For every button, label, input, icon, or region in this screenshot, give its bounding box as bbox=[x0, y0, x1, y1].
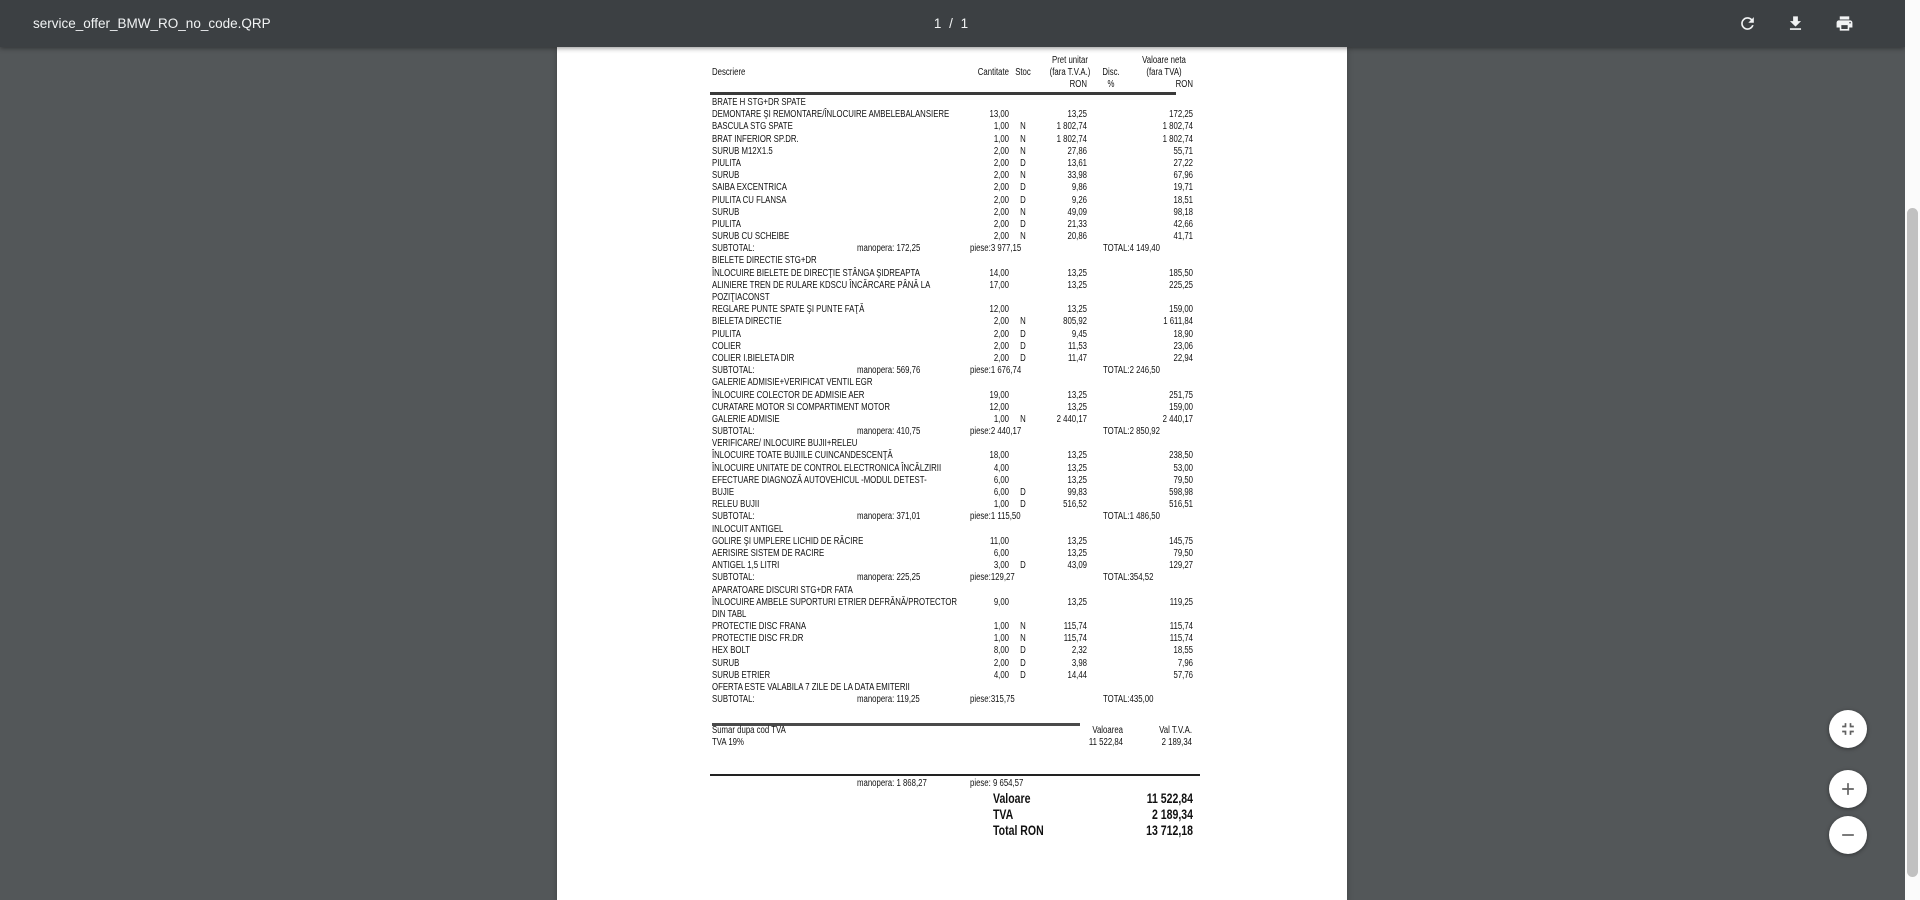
pdf-page bbox=[557, 47, 1347, 900]
table-row bbox=[557, 255, 1347, 267]
cell-unit-price: 13,25 bbox=[1067, 109, 1087, 121]
print-icon bbox=[1835, 14, 1854, 33]
cell-quantity: 18,00 bbox=[989, 450, 1009, 462]
cell-net-value: 55,71 bbox=[1173, 145, 1193, 157]
cell-description: SURUB ETRIER bbox=[712, 669, 771, 681]
cell-description: PROTECTIE DISC FR.DR bbox=[712, 633, 804, 645]
cell-description: CURATARE MOTOR SI COMPARTIMENT MOTOR bbox=[712, 401, 890, 413]
cell-net-value: 7,96 bbox=[1177, 657, 1193, 669]
table-row bbox=[557, 304, 1347, 316]
cell-unit-price: 9,45 bbox=[1071, 328, 1087, 340]
column-header-pret-unitar: Pret unitar bbox=[1051, 55, 1088, 66]
table-row bbox=[557, 548, 1347, 560]
tva-val-tva-value: 2 189,34 bbox=[1161, 737, 1192, 748]
table-row bbox=[557, 390, 1347, 402]
cell-net-value: 172,25 bbox=[1169, 109, 1193, 121]
cell-subtotal-label: SUBTOTAL: bbox=[712, 572, 755, 584]
cell-quantity: 8,00 bbox=[993, 645, 1009, 657]
cell-stock: D bbox=[1020, 194, 1026, 206]
table-row bbox=[557, 353, 1347, 365]
rotate-button[interactable] bbox=[1729, 5, 1766, 42]
cell-quantity: 2,00 bbox=[993, 145, 1009, 157]
cell-quantity: 12,00 bbox=[989, 304, 1009, 316]
cell-quantity: 1,00 bbox=[993, 121, 1009, 133]
total-label: Total RON bbox=[993, 823, 1044, 838]
cell-description: BRAT INFERIOR SP.DR. bbox=[712, 133, 799, 145]
cell-quantity: 2,00 bbox=[993, 657, 1009, 669]
column-header-valoare-ron: RON bbox=[1175, 79, 1193, 90]
cell-stock: D bbox=[1020, 560, 1026, 572]
cell-total: TOTAL:354,52 bbox=[1103, 572, 1154, 584]
table-row bbox=[557, 207, 1347, 219]
cell-piese: piese:1 115,50 bbox=[970, 511, 1021, 523]
cell-stock: N bbox=[1020, 121, 1026, 133]
cell-stock: N bbox=[1020, 145, 1026, 157]
cell-net-value: 516,51 bbox=[1169, 499, 1193, 511]
cell-unit-price: 13,25 bbox=[1067, 304, 1087, 316]
cell-net-value: 238,50 bbox=[1169, 450, 1193, 462]
cell-unit-price: 13,25 bbox=[1067, 474, 1087, 486]
cell-quantity: 19,00 bbox=[989, 389, 1009, 401]
cell-net-value: 41,71 bbox=[1173, 231, 1193, 243]
cell-stock: D bbox=[1020, 352, 1026, 364]
cell-description: BASCULA STG SPATE bbox=[712, 121, 793, 133]
cell-description: ÎNLOCUIRE COLECTOR DE ADMISIE AER bbox=[712, 389, 865, 401]
cell-net-value: 225,25 bbox=[1169, 279, 1193, 291]
cell-description: SURUB bbox=[712, 206, 740, 218]
table-row bbox=[557, 475, 1347, 487]
cell-unit-price: 43,09 bbox=[1067, 560, 1087, 572]
cell-net-value: 42,66 bbox=[1173, 218, 1193, 230]
cell-stock: N bbox=[1020, 133, 1026, 145]
page-indicator[interactable]: 1 / 1 bbox=[933, 16, 971, 31]
cell-subtotal-label: SUBTOTAL: bbox=[712, 426, 755, 438]
cell-unit-price: 13,25 bbox=[1067, 596, 1087, 608]
cell-stock: D bbox=[1020, 645, 1026, 657]
cell-manopera: manopera: 225,25 bbox=[857, 572, 921, 584]
cell-unit-price: 13,25 bbox=[1067, 279, 1087, 291]
cell-description: SURUB CU SCHEIBE bbox=[712, 231, 790, 243]
cell-manopera: manopera: 569,76 bbox=[857, 365, 921, 377]
table-row bbox=[557, 597, 1347, 609]
cell-unit-price: 2,32 bbox=[1071, 645, 1087, 657]
cell-stock: D bbox=[1020, 340, 1026, 352]
table-row bbox=[557, 243, 1347, 255]
cell-net-value: 115,74 bbox=[1169, 621, 1193, 633]
cell-total: TOTAL:2 246,50 bbox=[1103, 365, 1160, 377]
cell-net-value: 159,00 bbox=[1169, 304, 1193, 316]
cell-description: APARATOARE DISCURI STG+DR FATA bbox=[712, 584, 853, 596]
cell-net-value: 115,74 bbox=[1169, 633, 1193, 645]
cell-quantity: 2,00 bbox=[993, 157, 1009, 169]
column-header-cantitate: Cantitate bbox=[977, 67, 1009, 78]
table-row bbox=[557, 121, 1347, 133]
print-button[interactable] bbox=[1826, 5, 1863, 42]
cell-unit-price: 13,25 bbox=[1067, 547, 1087, 559]
table-row bbox=[557, 292, 1347, 304]
download-icon bbox=[1786, 14, 1805, 33]
cell-total: TOTAL:2 850,92 bbox=[1103, 426, 1160, 438]
cell-net-value: 22,94 bbox=[1173, 352, 1193, 364]
grand-totals-rule bbox=[710, 774, 1200, 776]
cell-net-value: 145,75 bbox=[1169, 535, 1193, 547]
cell-unit-price: 9,86 bbox=[1071, 182, 1087, 194]
cell-stock: N bbox=[1020, 231, 1026, 243]
cell-net-value: 79,50 bbox=[1173, 474, 1193, 486]
cell-unit-price: 33,98 bbox=[1067, 170, 1087, 182]
cell-net-value: 79,50 bbox=[1173, 547, 1193, 559]
cell-description: GOLIRE ŞI UMPLERE LICHID DE RĂCIRE bbox=[712, 535, 864, 547]
cell-quantity: 12,00 bbox=[989, 401, 1009, 413]
table-row bbox=[557, 426, 1347, 438]
cell-quantity: 14,00 bbox=[989, 267, 1009, 279]
table-row bbox=[557, 487, 1347, 499]
rotate-icon bbox=[1738, 14, 1757, 33]
zoom-out-button[interactable] bbox=[1829, 816, 1867, 854]
table-row bbox=[557, 658, 1347, 670]
cell-quantity: 6,00 bbox=[993, 474, 1009, 486]
cell-net-value: 53,00 bbox=[1173, 462, 1193, 474]
table-row bbox=[557, 365, 1347, 377]
cell-piese: piese:315,75 bbox=[970, 694, 1015, 706]
table-row bbox=[557, 329, 1347, 341]
plus-icon bbox=[1838, 779, 1858, 799]
cell-description: PIULITA bbox=[712, 328, 741, 340]
cell-quantity: 4,00 bbox=[993, 669, 1009, 681]
document-title: service_offer_BMW_RO_no_code.QRP bbox=[33, 16, 271, 31]
cell-net-value: 18,90 bbox=[1173, 328, 1193, 340]
table-row bbox=[557, 450, 1347, 462]
cell-unit-price: 13,25 bbox=[1067, 267, 1087, 279]
table-row bbox=[557, 231, 1347, 243]
cell-unit-price: 11,53 bbox=[1068, 340, 1087, 352]
cell-quantity: 1,00 bbox=[993, 499, 1009, 511]
cell-net-value: 185,50 bbox=[1169, 267, 1193, 279]
cell-stock: D bbox=[1020, 218, 1026, 230]
cell-description: ÎNLOCUIRE AMBELE SUPORTURI ETRIER DEFRĂNĂ/PROTECTOR bbox=[712, 596, 958, 608]
cell-description: PIULITA CU FLANSA bbox=[712, 194, 787, 206]
total-row-valoare bbox=[557, 791, 1347, 807]
cell-stock: D bbox=[1020, 657, 1026, 669]
cell-stock: N bbox=[1020, 206, 1026, 218]
cell-net-value: 598,98 bbox=[1169, 487, 1193, 498]
total-label: Valoare bbox=[993, 791, 1031, 806]
table-row bbox=[557, 585, 1347, 597]
cell-description: ALINIERE TREN DE RULARE KDSCU ÎNCĂRCARE PÂNĂ LA bbox=[712, 279, 931, 291]
cell-unit-price: 13,25 bbox=[1067, 535, 1087, 547]
cell-unit-price: 3,98 bbox=[1071, 657, 1087, 669]
cell-unit-price: 13,25 bbox=[1067, 462, 1087, 474]
table-row bbox=[557, 609, 1347, 621]
cell-stock: D bbox=[1020, 487, 1026, 498]
cell-net-value: 18,55 bbox=[1173, 645, 1193, 657]
cell-description: POZIŢIACONST bbox=[712, 292, 770, 303]
cell-description: SURUB M12X1.5 bbox=[712, 145, 773, 157]
cell-total: TOTAL:1 486,50 bbox=[1103, 511, 1160, 523]
cell-stock: N bbox=[1020, 413, 1026, 425]
cell-description: SAIBA EXCENTRICA bbox=[712, 182, 787, 194]
tva-valoarea-value: 11 522,84 bbox=[1088, 737, 1123, 748]
cell-unit-price: 2 440,17 bbox=[1056, 413, 1087, 425]
cell-net-value: 18,51 bbox=[1173, 194, 1193, 206]
column-header-valoare-neta: Valoare neta bbox=[1142, 55, 1186, 66]
cell-stock: D bbox=[1020, 157, 1026, 169]
table-rows bbox=[557, 97, 1347, 706]
cell-description: SURUB bbox=[712, 170, 740, 182]
cell-description: PROTECTIE DISC FRANA bbox=[712, 621, 807, 633]
cell-unit-price: 1 802,74 bbox=[1056, 121, 1087, 133]
column-header-valoare-fara-tva: (fara TVA) bbox=[1146, 67, 1182, 78]
cell-unit-price: 14,44 bbox=[1067, 669, 1087, 681]
cell-description: BRATE H STG+DR SPATE bbox=[712, 97, 806, 108]
cell-net-value: 119,25 bbox=[1169, 596, 1193, 608]
cell-description: BIELETE DIRECTIE STG+DR bbox=[712, 255, 817, 267]
total-value: 11 522,84 bbox=[1146, 791, 1193, 806]
pdf-viewer-toolbar bbox=[0, 0, 1905, 47]
table-row bbox=[557, 524, 1347, 536]
cell-stock: D bbox=[1020, 499, 1026, 511]
cell-description: GALERIE ADMISIE bbox=[712, 413, 780, 425]
cell-unit-price: 20,86 bbox=[1067, 231, 1087, 243]
cell-description: BIELETA DIRECTIE bbox=[712, 316, 782, 328]
cell-piese: piese:2 440,17 bbox=[970, 426, 1022, 438]
cell-unit-price: 805,92 bbox=[1063, 316, 1087, 328]
table-row bbox=[557, 645, 1347, 657]
total-row-tva bbox=[557, 807, 1347, 823]
cell-unit-price: 1 802,74 bbox=[1056, 133, 1087, 145]
table-row bbox=[557, 134, 1347, 146]
total-row-total-ron bbox=[557, 823, 1347, 839]
cell-quantity: 2,00 bbox=[993, 194, 1009, 206]
cell-description: OFERTA ESTE VALABILA 7 ZILE DE LA DATA EMITERII bbox=[712, 682, 910, 693]
cell-unit-price: 13,25 bbox=[1067, 450, 1087, 462]
table-row bbox=[557, 670, 1347, 682]
cell-description: BUJIE bbox=[712, 487, 735, 498]
cell-quantity: 2,00 bbox=[993, 206, 1009, 218]
table-row bbox=[557, 560, 1347, 572]
cell-description: ANTIGEL 1,5 LITRI bbox=[712, 560, 780, 572]
cell-unit-price: 9,26 bbox=[1071, 194, 1087, 206]
cell-unit-price: 115,74 bbox=[1063, 621, 1087, 633]
cell-net-value: 19,71 bbox=[1173, 182, 1193, 194]
cell-manopera: manopera: 410,75 bbox=[857, 426, 921, 438]
grand-piese: piese: 9 654,57 bbox=[970, 778, 1024, 789]
tva-col-valoarea: Valoarea bbox=[1092, 725, 1123, 736]
column-header-pret-fara-tva: (fara T.V.A.) bbox=[1049, 67, 1091, 78]
cell-unit-price: 115,74 bbox=[1063, 633, 1087, 645]
cell-manopera: manopera: 119,25 bbox=[857, 694, 920, 706]
cell-quantity: 9,00 bbox=[993, 596, 1009, 608]
total-value: 2 189,34 bbox=[1152, 807, 1193, 822]
cell-unit-price: 21,33 bbox=[1067, 218, 1087, 230]
cell-unit-price: 49,09 bbox=[1067, 206, 1087, 218]
cell-quantity: 1,00 bbox=[993, 133, 1009, 145]
cell-quantity: 17,00 bbox=[989, 279, 1009, 291]
cell-description: SURUB bbox=[712, 657, 740, 669]
cell-description: EFECTUARE DIAGNOZĂ AUTOVEHICUL -MODUL DETEST- bbox=[712, 474, 927, 486]
cell-unit-price: 11,47 bbox=[1068, 352, 1087, 364]
table-row bbox=[557, 499, 1347, 511]
cell-net-value: 251,75 bbox=[1169, 389, 1193, 401]
table-row bbox=[557, 97, 1347, 109]
cell-quantity: 6,00 bbox=[993, 487, 1009, 498]
cell-quantity: 2,00 bbox=[993, 328, 1009, 340]
cell-net-value: 98,18 bbox=[1173, 206, 1193, 218]
cell-subtotal-label: SUBTOTAL: bbox=[712, 243, 755, 255]
scrollbar[interactable] bbox=[1905, 0, 1920, 900]
cell-piese: piese:1 676,74 bbox=[970, 365, 1022, 377]
cell-stock: D bbox=[1020, 328, 1026, 340]
cell-net-value: 23,06 bbox=[1173, 340, 1193, 352]
table-row bbox=[557, 195, 1347, 207]
cell-description: GALERIE ADMISIE+VERIFICAT VENTIL EGR bbox=[712, 377, 873, 389]
table-row bbox=[557, 414, 1347, 426]
cell-description: ÎNLOCUIRE UNITATE DE CONTROL ELECTRONICA ÎNCĂLZIRII bbox=[712, 462, 942, 474]
cell-net-value: 27,22 bbox=[1173, 157, 1193, 169]
cell-subtotal-label: SUBTOTAL: bbox=[712, 694, 755, 706]
cell-net-value: 1 802,74 bbox=[1162, 133, 1193, 145]
table-row bbox=[557, 109, 1347, 121]
cell-description: INLOCUIT ANTIGEL bbox=[712, 523, 784, 535]
cell-quantity: 4,00 bbox=[993, 462, 1009, 474]
cell-total: TOTAL:4 149,40 bbox=[1103, 243, 1160, 255]
cell-net-value: 67,96 bbox=[1173, 170, 1193, 182]
cell-description: RELEU BUJII bbox=[712, 499, 760, 511]
cell-quantity: 1,00 bbox=[993, 413, 1009, 425]
table-row bbox=[557, 511, 1347, 523]
zoom-in-button[interactable] bbox=[1829, 770, 1867, 808]
cell-subtotal-label: SUBTOTAL: bbox=[712, 511, 755, 523]
cell-stock: N bbox=[1020, 621, 1026, 633]
cell-quantity: 2,00 bbox=[993, 352, 1009, 364]
cell-quantity: 6,00 bbox=[993, 547, 1009, 559]
table-row bbox=[557, 682, 1347, 694]
cell-quantity: 2,00 bbox=[993, 170, 1009, 182]
cell-subtotal-label: SUBTOTAL: bbox=[712, 365, 755, 377]
total-label: TVA bbox=[993, 807, 1014, 822]
table-row bbox=[557, 633, 1347, 645]
tva-data-row bbox=[557, 737, 1347, 749]
cell-quantity: 2,00 bbox=[993, 182, 1009, 194]
tva-col-val-tva: Val T.V.A. bbox=[1159, 725, 1192, 736]
cell-description: VERIFICARE/ INLOCUIRE BUJII+RELEU bbox=[712, 438, 858, 450]
table-row bbox=[557, 316, 1347, 328]
cell-quantity: 2,00 bbox=[993, 218, 1009, 230]
table-row bbox=[557, 268, 1347, 280]
header-rule bbox=[710, 92, 1176, 95]
cell-stock: D bbox=[1020, 182, 1026, 194]
column-header-descriere: Descriere bbox=[712, 67, 746, 78]
cell-unit-price: 13,25 bbox=[1067, 389, 1087, 401]
cell-net-value: 1 611,84 bbox=[1163, 316, 1193, 328]
table-row bbox=[557, 219, 1347, 231]
grand-manopera: manopera: 1 868,27 bbox=[857, 778, 927, 789]
cell-stock: N bbox=[1020, 316, 1026, 328]
column-header-disc: Disc. bbox=[1102, 67, 1120, 78]
cell-description: COLIER I.BIELETA DIR bbox=[712, 352, 795, 364]
cell-piese: piese:129,27 bbox=[970, 572, 1015, 584]
cell-stock: N bbox=[1020, 170, 1026, 182]
table-row bbox=[557, 170, 1347, 182]
scrollbar-thumb[interactable] bbox=[1907, 208, 1918, 877]
minus-icon bbox=[1838, 825, 1858, 845]
cell-quantity: 2,00 bbox=[993, 231, 1009, 243]
cell-net-value: 1 802,74 bbox=[1162, 121, 1193, 133]
cell-total: TOTAL:435,00 bbox=[1103, 694, 1154, 706]
cell-description: PIULITA bbox=[712, 218, 741, 230]
cell-quantity: 11,00 bbox=[990, 535, 1009, 547]
cell-description: HEX BOLT bbox=[712, 645, 751, 657]
cell-quantity: 3,00 bbox=[993, 560, 1009, 572]
cell-net-value: 159,00 bbox=[1169, 401, 1193, 413]
cell-description: ÎNLOCUIRE TOATE BUJIILE CUINCANDESCENŢĂ bbox=[712, 450, 893, 462]
table-row bbox=[557, 158, 1347, 170]
cell-description: DEMONTARE ŞI REMONTARE/ÎNLOCUIRE AMBELEBALANSIERE bbox=[712, 109, 950, 121]
table-row bbox=[557, 377, 1347, 389]
cell-description: COLIER bbox=[712, 340, 742, 352]
cell-description: ÎNLOCUIRE BIELETE DE DIRECŢIE STÂNGA ŞIDREAPTA bbox=[712, 267, 920, 279]
cell-stock: N bbox=[1020, 633, 1026, 645]
cell-unit-price: 13,61 bbox=[1067, 157, 1087, 169]
cell-description: AERISIRE SISTEM DE RACIRE bbox=[712, 547, 825, 559]
table-row bbox=[557, 694, 1347, 706]
cell-description: DIN TABL bbox=[712, 608, 747, 620]
table-row bbox=[557, 280, 1347, 292]
column-header-pret-ron: RON bbox=[1069, 79, 1087, 90]
cell-quantity: 1,00 bbox=[993, 633, 1009, 645]
table-row bbox=[557, 146, 1347, 158]
table-row bbox=[557, 621, 1347, 633]
tva-summary-title: Sumar dupa cod TVA bbox=[712, 725, 786, 736]
cell-manopera: manopera: 371,01 bbox=[857, 511, 921, 523]
download-button[interactable] bbox=[1777, 5, 1814, 42]
fit-to-page-icon bbox=[1838, 719, 1858, 739]
cell-stock: D bbox=[1020, 669, 1026, 681]
cell-unit-price: 27,86 bbox=[1067, 145, 1087, 157]
cell-unit-price: 516,52 bbox=[1063, 499, 1087, 511]
table-row bbox=[557, 341, 1347, 353]
cell-manopera: manopera: 172,25 bbox=[857, 243, 921, 255]
cell-unit-price: 99,83 bbox=[1067, 487, 1087, 498]
cell-quantity: 2,00 bbox=[993, 316, 1009, 328]
cell-unit-price: 13,25 bbox=[1067, 401, 1087, 413]
tva-rate-label: TVA 19% bbox=[712, 737, 744, 748]
column-header-stoc: Stoc bbox=[1015, 67, 1031, 78]
table-row bbox=[557, 402, 1347, 414]
cell-net-value: 2 440,17 bbox=[1162, 413, 1193, 425]
cell-piese: piese:3 977,15 bbox=[970, 243, 1022, 255]
table-row bbox=[557, 438, 1347, 450]
table-row bbox=[557, 182, 1347, 194]
table-row bbox=[557, 572, 1347, 584]
table-row bbox=[557, 463, 1347, 475]
cell-quantity: 1,00 bbox=[993, 621, 1009, 633]
tva-header-row bbox=[557, 725, 1347, 737]
cell-description: REGLARE PUNTE SPATE ŞI PUNTE FAŢĂ bbox=[712, 304, 865, 316]
cell-net-value: 57,76 bbox=[1173, 669, 1193, 681]
total-value: 13 712,18 bbox=[1146, 823, 1193, 838]
fit-to-page-button[interactable] bbox=[1829, 710, 1867, 748]
column-header-disc-percent: % bbox=[1107, 79, 1115, 90]
cell-quantity: 2,00 bbox=[993, 340, 1009, 352]
table-row bbox=[557, 536, 1347, 548]
cell-description: PIULITA bbox=[712, 157, 741, 169]
cell-net-value: 129,27 bbox=[1169, 560, 1193, 572]
cell-quantity: 13,00 bbox=[989, 109, 1009, 121]
